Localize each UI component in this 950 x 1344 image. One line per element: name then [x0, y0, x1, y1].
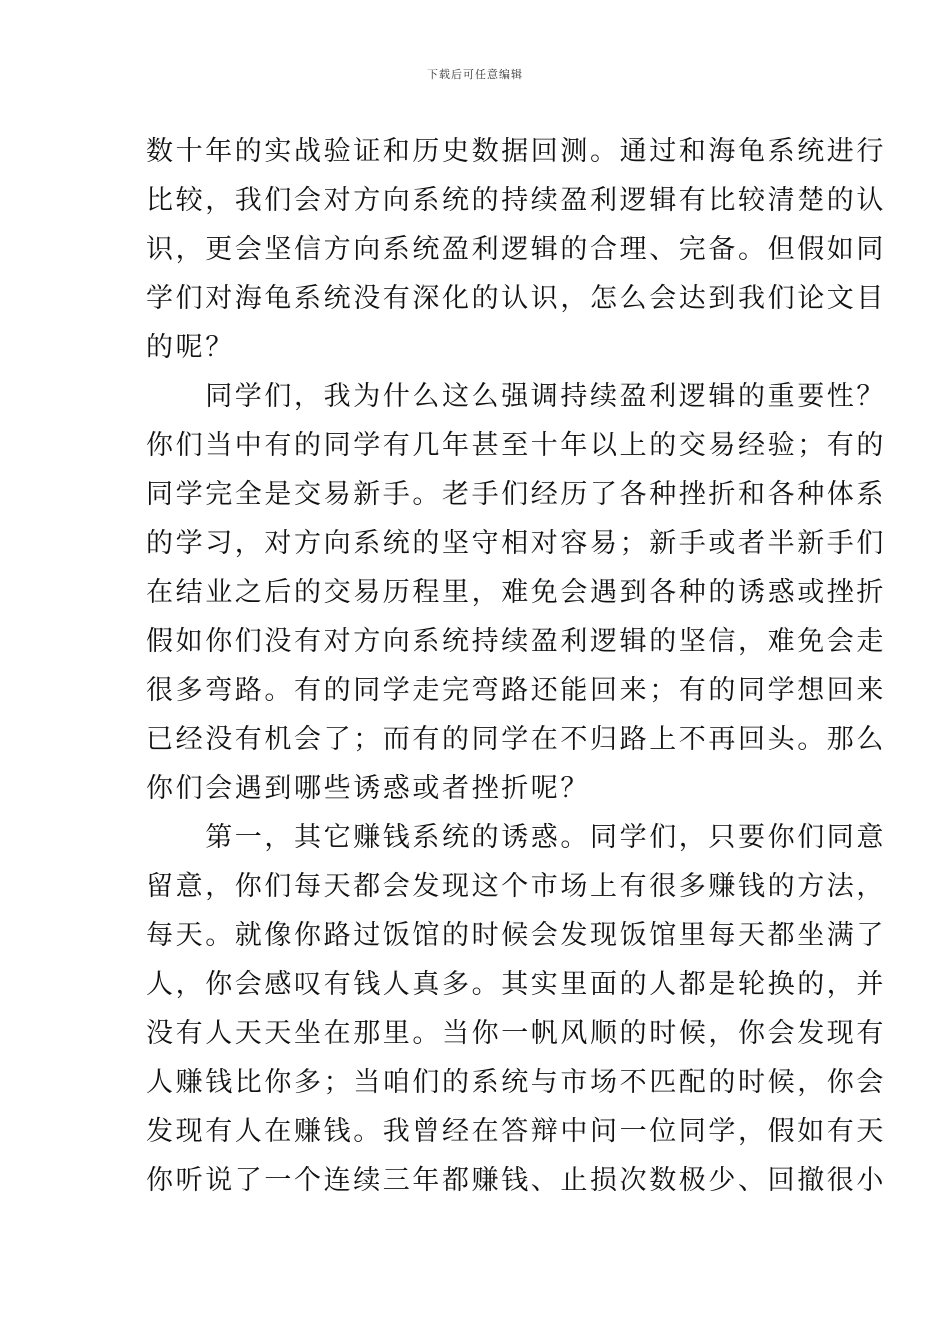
- text-line: 的学习，对方向系统的坚守相对容易；新手或者半新手们: [146, 528, 886, 559]
- text-line: 同学们，我为什么这么强调持续盈利逻辑的重要性？: [146, 381, 886, 412]
- text-line: 每天。就像你路过饭馆的时候会发现饭馆里每天都坐满了: [146, 920, 886, 951]
- text-line: 你听说了一个连续三年都赚钱、止损次数极少、回撤很小: [146, 1165, 886, 1196]
- text-line: 数十年的实战验证和历史数据回测。通过和海龟系统进行: [146, 136, 886, 167]
- text-line: 学们对海龟系统没有深化的认识，怎么会达到我们论文目: [146, 283, 886, 314]
- text-line: 你们会遇到哪些诱惑或者挫折呢？: [146, 773, 590, 804]
- text-line: 人，你会感叹有钱人真多。其实里面的人都是轮换的，并: [146, 969, 886, 1000]
- text-line: 第一，其它赚钱系统的诱惑。同学们，只要你们同意: [146, 822, 886, 853]
- text-line: 假如你们没有对方向系统持续盈利逻辑的坚信，难免会走: [146, 626, 886, 657]
- text-line: 人赚钱比你多；当咱们的系统与市场不匹配的时候，你会: [146, 1067, 886, 1098]
- text-line: 你们当中有的同学有几年甚至十年以上的交易经验；有的: [146, 430, 886, 461]
- page-header: 下载后可任意编辑: [427, 68, 523, 81]
- text-line: 比较，我们会对方向系统的持续盈利逻辑有比较清楚的认: [146, 185, 886, 216]
- text-line: 同学完全是交易新手。老手们经历了各种挫折和各种体系: [146, 479, 886, 510]
- text-line: 很多弯路。有的同学走完弯路还能回来；有的同学想回来: [146, 675, 886, 706]
- text-line: 在结业之后的交易历程里，难免会遇到各种的诱惑或挫折: [146, 577, 886, 608]
- text-line: 已经没有机会了；而有的同学在不归路上不再回头。那么: [146, 724, 886, 755]
- text-line: 发现有人在赚钱。我曾经在答辩中问一位同学，假如有天: [146, 1116, 886, 1147]
- text-line: 留意，你们每天都会发现这个市场上有很多赚钱的方法，: [146, 871, 886, 902]
- text-line: 识，更会坚信方向系统盈利逻辑的合理、完备。但假如同: [146, 234, 886, 265]
- text-line: 没有人天天坐在那里。当你一帆风顺的时候，你会发现有: [146, 1018, 886, 1049]
- document-body: [146, 127, 886, 1205]
- text-line: 的呢？: [146, 332, 235, 363]
